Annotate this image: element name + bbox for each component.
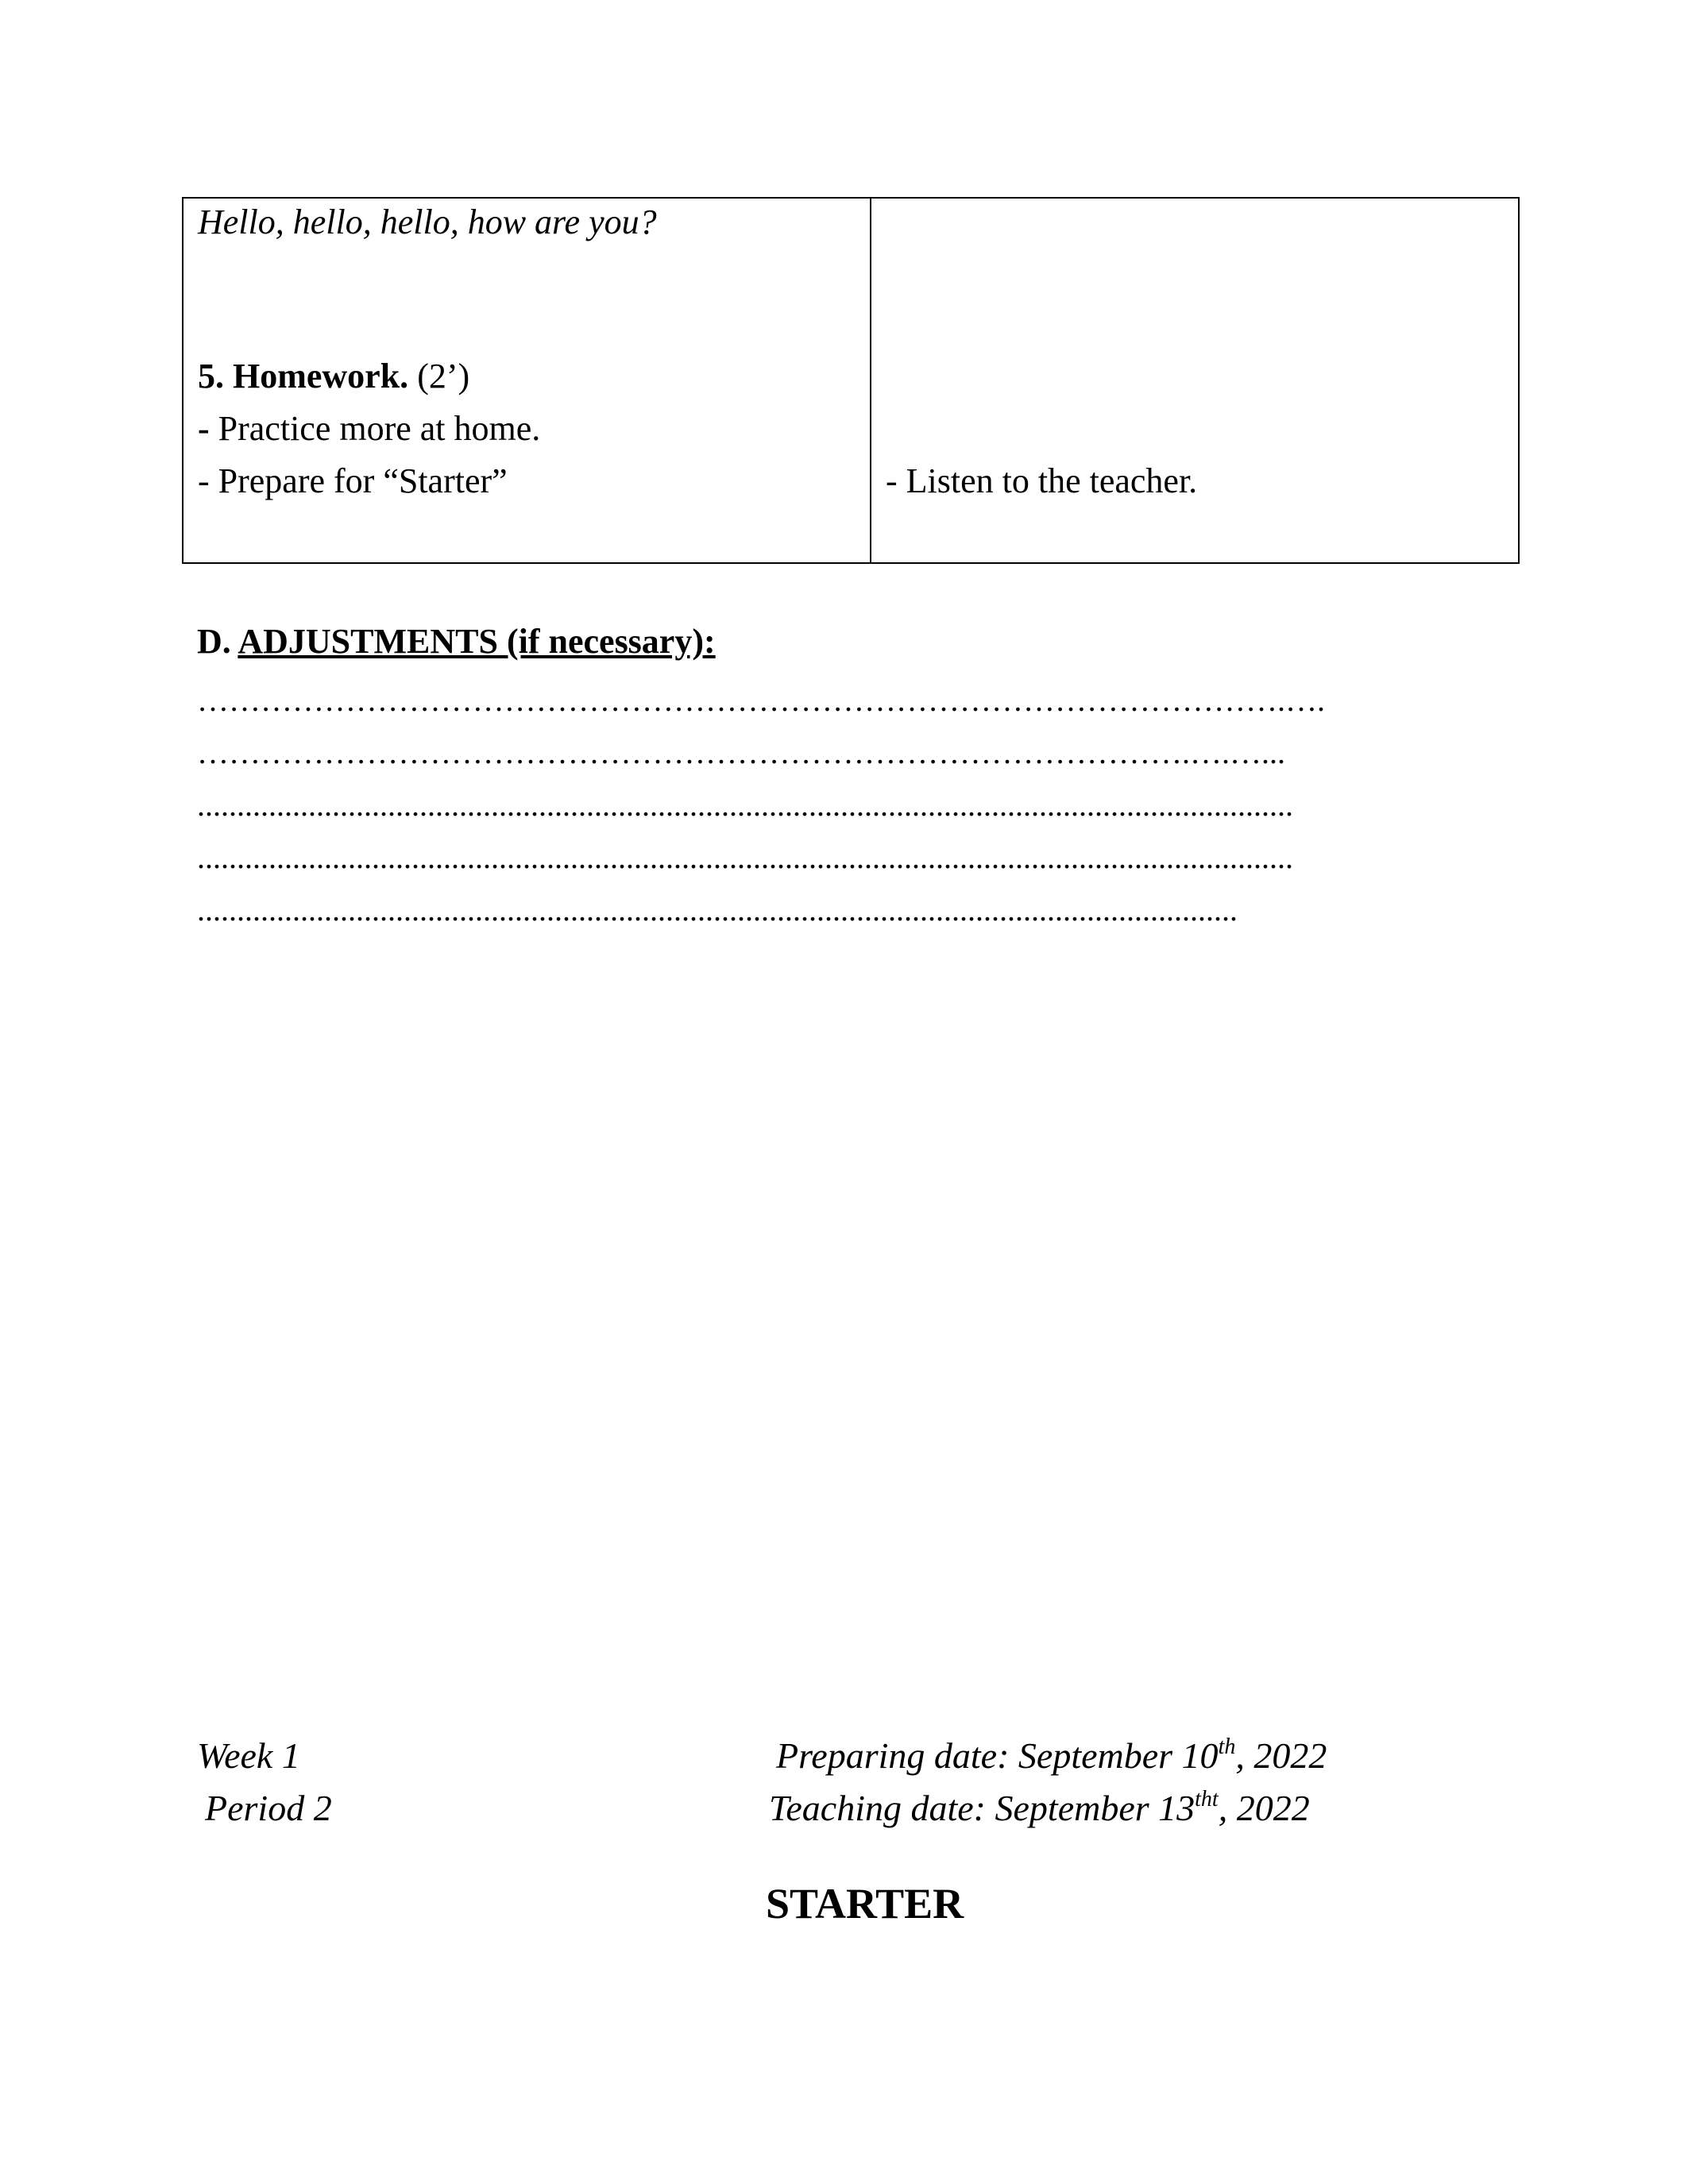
dotted-line-4: .......................................................................................................................................... [197,839,1293,875]
homework-time: (2’) [408,357,470,396]
week-label: Week 1 [197,1735,300,1776]
teaching-date-suffix: , 2022 [1218,1788,1310,1828]
homework-item-1-text: Practice more at home. [209,409,541,448]
teaching-date-sup: tht [1195,1787,1219,1812]
homework-item-1-dash: - [198,409,210,448]
teaching-date [769,1787,1310,1830]
homework-heading: 5. Homework. [198,357,409,396]
lesson-table [182,197,1520,564]
preparing-date-prefix: Preparing date: September 10 [776,1735,1219,1776]
preparing-date-sup: th [1218,1734,1236,1759]
preparing-date [776,1734,1327,1777]
adjustments-prefix: D. [197,622,238,661]
period-label: Period 2 [205,1788,332,1828]
dotted-line-2: ………………………………………………………………………………….….…... [197,735,1285,770]
student-activity-text: - Listen to the teacher. [886,461,1198,500]
adjustments-heading [197,621,716,662]
dotted-line-3: .......................................................................................................................................... [197,787,1293,823]
teaching-date-prefix: Teaching date: September 13 [769,1788,1196,1828]
student-activities-cell [871,199,1518,562]
unit-title: STARTER [766,1880,964,1927]
dotted-line-5: ................................................................................................................................... [197,892,1238,928]
dotted-line-1: ………………………………………………………………………………………….…. [197,682,1325,718]
adjustments-title: ADJUSTMENTS (if necessary): [238,622,716,661]
homework-item-1 [198,408,540,450]
homework-item-2: - Prepare for “Starter” [198,461,508,500]
teacher-activities-cell [183,199,871,562]
preparing-date-suffix: , 2022 [1235,1735,1327,1776]
song-line: Hello, hello, hello, how are you? [198,203,657,241]
homework-heading-line [198,356,469,397]
